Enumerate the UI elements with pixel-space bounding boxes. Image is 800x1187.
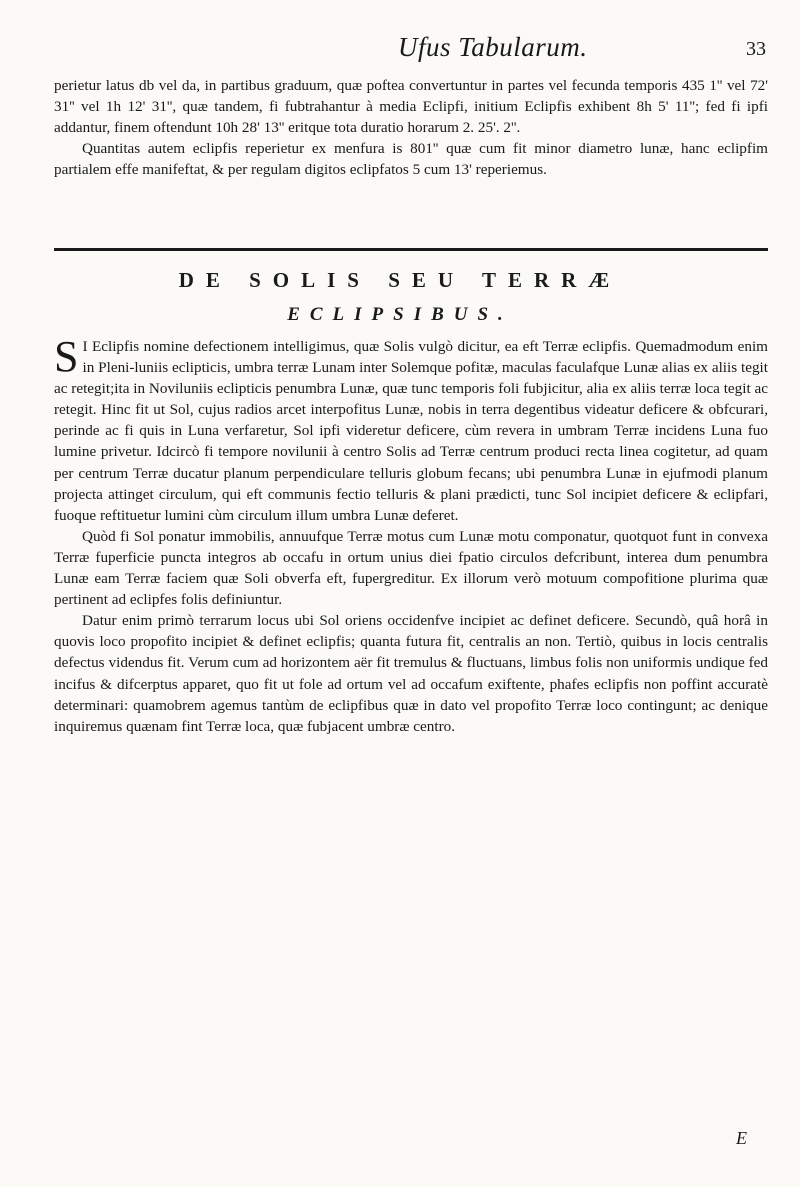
body-paragraph-text: I Eclipfis nomine defectionem intelligimus, quæ Solis vulgò dicitur, ea eft Terræ eclipfis. Quemadmodum enim in Pleni-luniis eclipticis, umbra terræ Lunam inter Solemque pofitæ, maculas faculafque Lunæ alias ex aliis tegit ac retegit;ita in Noviluniis eclipticis penumbra Lunæ, quæ tunc temporis foli fubjicitur, alia ex aliis terræ loca tegit ac retegit. Hinc fit ut Sol, cujus radios arcet interpofitus Lunæ, nobis in terra degentibus videatur deficere & obfcurari, perinde ac fi quis in Luna verfaretur, Sol ipfi videretur deficere, cùm revera in umbram Terræ incidens Luna fuo lumine privetur. Idcircò fi tempore novilunii à centro Solis ad Terræ centrum produci recta linea cogitetur, ad quam per centrum Terræ ducatur planum perpendiculare telluris globum fecans; ubi penumbra Lunæ in ejufmodi planum projecta attinget circulum, qui eft communis fectio telluris & plani prædicti, tunc Sol incipiet deficere & eclipfari, fuoque reftituetur lumini cùm circulum illum umbra Lunæ deferet. bbox=[54, 338, 768, 524]
section-divider bbox=[54, 248, 768, 251]
body-paragraph-first bbox=[54, 332, 768, 526]
running-title: Ufus Tabularum. bbox=[398, 32, 588, 62]
intro-paragraph: perietur latus db vel da, in partibus graduum, quæ poftea convertuntur in partes vel fecunda temporis 435 1'' vel 72' 31'' vel 1h 12' 31'', quæ tandem, fi fubtrahantur à media Eclipfi, initium Eclipfis exhibent 8h 5' 11''; fed fi ipfi addantur, finem oftendunt 10h 28' 13'' eritque tota duratio horarum 2. 25'. 2''. bbox=[54, 77, 768, 137]
signature-mark: E bbox=[736, 1128, 747, 1148]
body-text bbox=[54, 332, 768, 737]
intro-paragraph: Quantitas autem eclipfis reperietur ex menfura is 801'' quæ cum fit minor diametro lunæ, hanc eclipfim partialem effe manifeftat, & per regulam digitos eclipfatos 5 cum 13' reperiemus. bbox=[54, 140, 768, 179]
page-number: 33 bbox=[746, 38, 766, 60]
section-subtitle: ECLIPSIBUS. bbox=[287, 304, 513, 325]
intro-text bbox=[54, 75, 768, 180]
body-paragraph: Datur enim primò terrarum locus ubi Sol oriens occidenfve incipiet ac definet deficere. Secundò, quâ horâ in quovis loco propofito incipiet & definet eclipfis; quanta futura fit, centralis an non. Tertiò, quibus in locis centralis defectus videndus fit. Verum cum ad horizontem aër fit tremulus & fluctuans, limbus folis non uniformis undique fed incifus & difcerptus apparet, quo fit ut fole ad ortum vel ad occafum exiftente, phafes eclipfis non poffint accuratè determinari: quamobrem agemus tantùm de eclipfibus quæ in dato vel propofito Terræ loco contingunt; ac denique inquiremus quænam fint Terræ loca, quæ fubjacent umbræ centro. bbox=[54, 612, 768, 735]
drop-cap: S bbox=[54, 332, 79, 381]
section-title: DE SOLIS SEU TERRÆ bbox=[178, 268, 622, 292]
running-head bbox=[0, 32, 800, 72]
body-paragraph: Quòd fi Sol ponatur immobilis, annuufque Terræ motus cum Lunæ motu componatur, quotquot funt in convexa Terræ fuperficie puncta integros ab occafu in ortum unius diei fpatio circulos defcribunt, interea dum penumbra Lunæ eam Terræ faciem quæ Soli obverfa eft, fupergreditur. Ex illorum verò motuum compofitione plurima quæ pertinent ad eclipfes folis definiuntur. bbox=[54, 527, 768, 609]
